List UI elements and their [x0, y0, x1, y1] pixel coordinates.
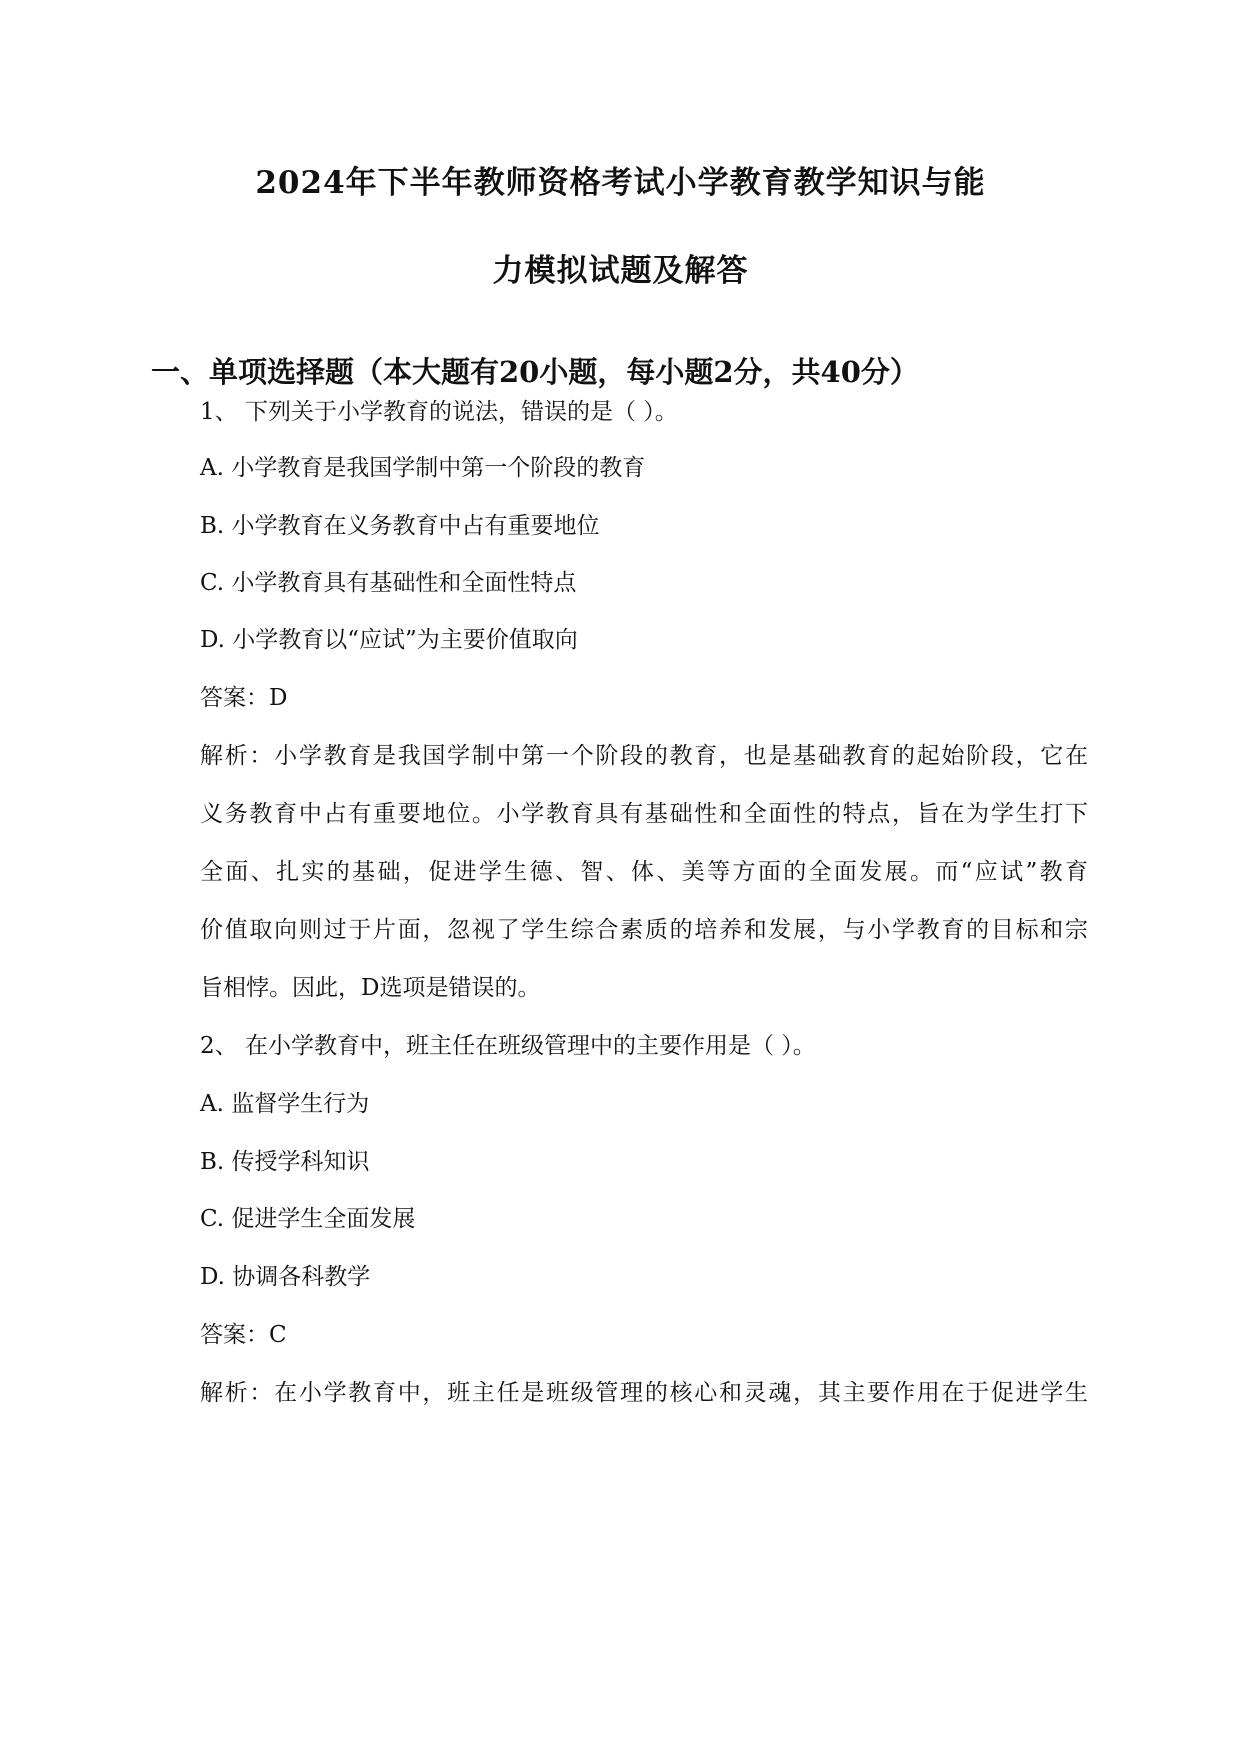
- question-1-option-d: D. 小学教育以“应试”为主要价值取向: [200, 627, 578, 653]
- question-1-option-c: C. 小学教育具有基础性和全面性特点: [200, 570, 577, 596]
- question-1-analysis-line-4: 价值取向则过于片面，忽视了学生综合素质的培养和发展，与小学教育的目标和宗: [200, 917, 1088, 943]
- question-2-option-c: C. 促进学生全面发展: [200, 1206, 416, 1232]
- question-2-stem: 2、 在小学教育中，班主任在班级管理中的主要作用是（ ）。: [200, 1033, 816, 1059]
- question-1-option-b: B. 小学教育在义务教育中占有重要地位: [200, 513, 600, 539]
- question-1-analysis-line-2: 义务教育中占有重要地位。小学教育具有基础性和全面性的特点，旨在为学生打下: [200, 801, 1088, 827]
- question-1-analysis-line-1: 解析：小学教育是我国学制中第一个阶段的教育，也是基础教育的起始阶段，它在: [200, 743, 1088, 769]
- question-2-option-b: B. 传授学科知识: [200, 1149, 370, 1175]
- question-2-option-d: D. 协调各科教学: [200, 1264, 371, 1290]
- question-2-analysis-line-1: 解析：在小学教育中，班主任是班级管理的核心和灵魂，其主要作用在于促进学生: [200, 1380, 1088, 1406]
- question-1-option-a: A. 小学教育是我国学制中第一个阶段的教育: [200, 455, 646, 481]
- question-1-stem: 1、 下列关于小学教育的说法，错误的是（ ）。: [200, 399, 678, 425]
- question-1-analysis-line-3: 全面、扎实的基础，促进学生德、智、体、美等方面的全面发展。而“应试”教育: [200, 859, 1088, 885]
- section-heading: 一、单项选择题（本大题有20小题，每小题2分，共40分）: [151, 355, 919, 389]
- question-2-answer: 答案：C: [200, 1322, 287, 1348]
- question-2-option-a: A. 监督学生行为: [200, 1091, 370, 1117]
- question-1-analysis-line-5: 旨相悖。因此，D选项是错误的。: [200, 975, 541, 1001]
- document-title-line-2: 力模拟试题及解答: [492, 253, 749, 289]
- question-1-answer: 答案：D: [200, 685, 288, 711]
- document-title-line-1: 2024年下半年教师资格考试小学教育教学知识与能: [255, 165, 986, 201]
